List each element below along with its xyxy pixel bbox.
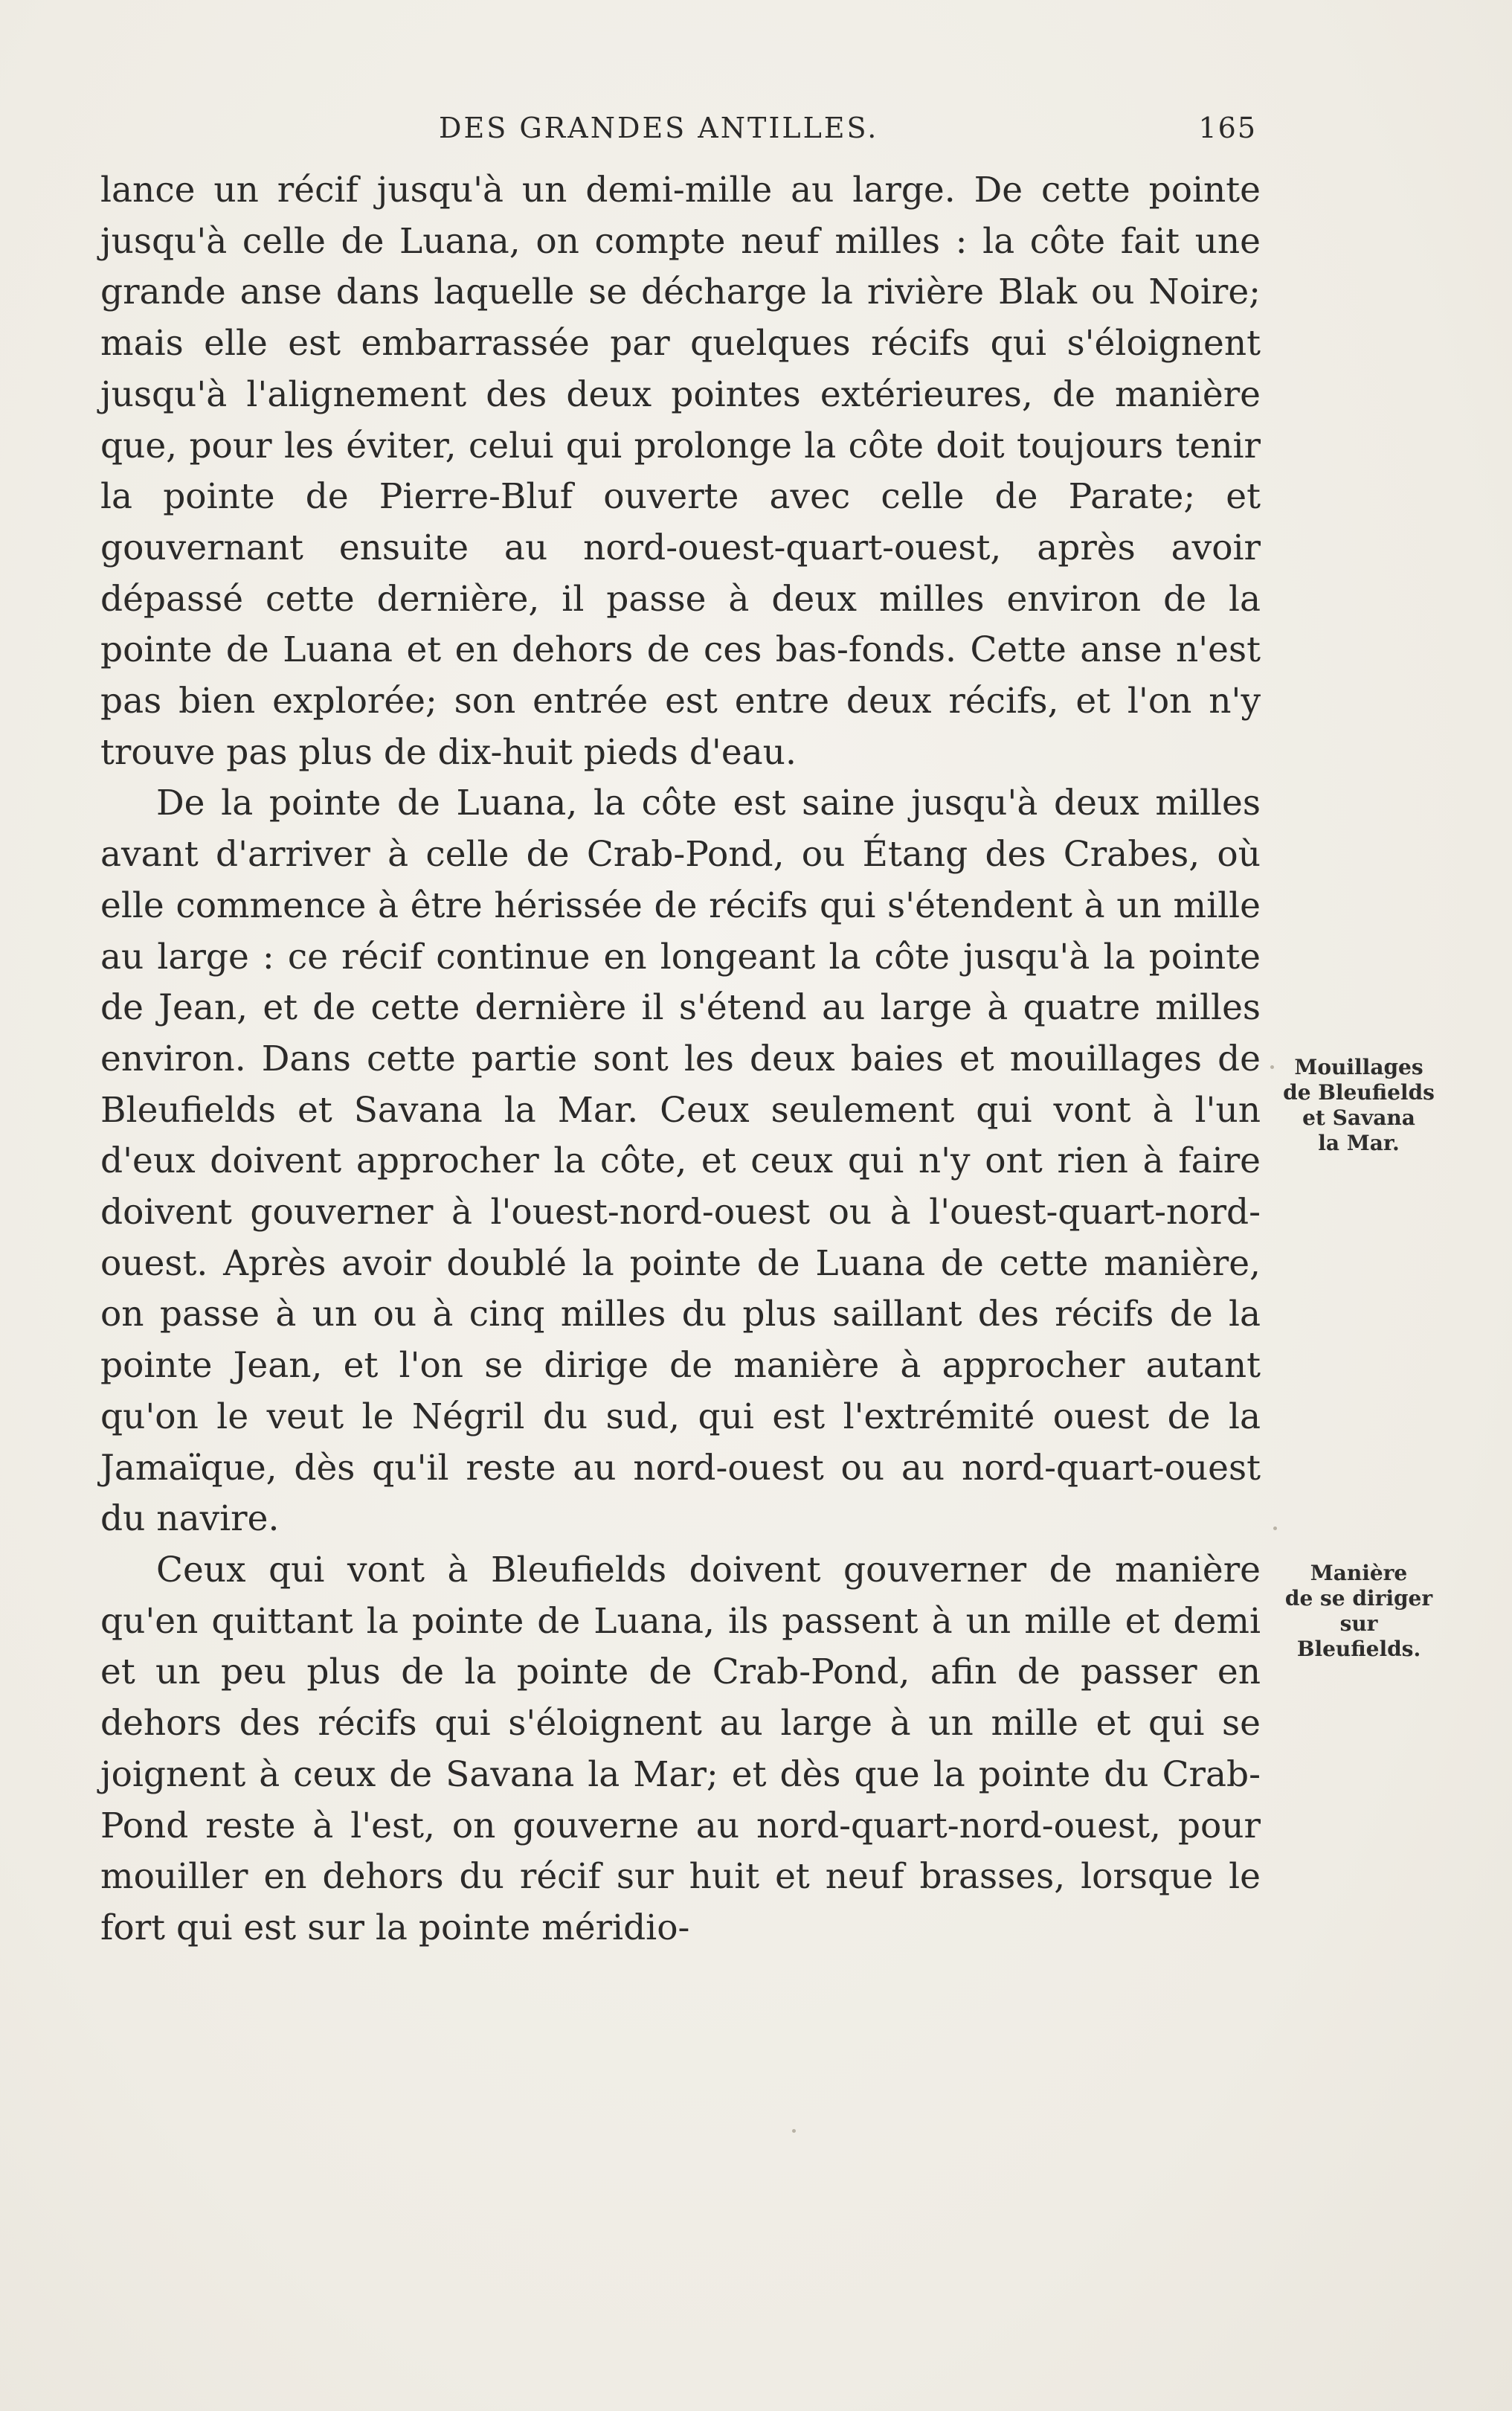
paper-speck	[1273, 1526, 1277, 1530]
body-text	[100, 165, 1261, 1954]
margin-note-line: sur	[1339, 1611, 1378, 1636]
margin-note-line: de se diriger	[1284, 1586, 1433, 1611]
margin-note-line: et Savana	[1302, 1105, 1415, 1130]
margin-note-mouillages	[1273, 1055, 1444, 1156]
running-head	[439, 112, 1257, 149]
page-number: 165	[1198, 112, 1257, 144]
margin-note-maniere	[1273, 1561, 1444, 1662]
paragraph-1: lance un récif jusqu'à un demi-mille au large. De cette pointe jusqu'à celle de Luana, on compte neuf milles : la côte fait une grande anse dans laquelle se décharge la rivière Blak ou Noire; mais elle est embarrassée par quelques récifs qui s'éloignent jusqu'à l'alignement des deux pointes extérieures, de manière que, pour les éviter, celui qui prolonge la côte doit toujours tenir la pointe de Pierre-Bluf ouverte avec celle de Parate; et gouvernant ensuite au nord-ouest-quart-ouest, après avoir dépassé cette dernière, il passe à deux milles environ de la pointe de Luana et en dehors de ces bas-fonds. Cette anse n'est pas bien explorée; son entrée est entre deux récifs, et l'on n'y trouve pas plus de dix-huit pieds d'eau.	[100, 170, 1261, 773]
paper-speck	[1270, 1065, 1274, 1069]
paragraph-2: De la pointe de Luana, la côte est saine jusqu'à deux milles avant d'arriver à celle de Crab-Pond, ou Étang des Crabes, où elle commence à être hérissée de récifs qui s'étendent à un mille au large : ce récif continue en longeant la côte jusqu'à la pointe de Jean, et de cette dernière il s'étend au large à quatre milles environ. Dans cette partie sont les deux baies et mouillages de Bleufields et Savana la Mar. Ceux seulement qui vont à l'un d'eux doivent approcher la côte, et ceux qui n'y ont rien à faire doivent gouverner à l'ouest-nord-ouest ou à l'ouest-quart-nord-ouest. Après avoir doublé la pointe de Luana de cette manière, on passe à un ou à cinq milles du plus saillant des récifs de la pointe Jean, et l'on se dirige de manière à approcher autant qu'on le veut le Négril du sud, qui est l'extrémité ouest de la Jamaïque, dès qu'il reste au nord-ouest ou au nord-quart-ouest du navire.	[100, 783, 1261, 1540]
margin-note-line: Mouillages	[1294, 1055, 1423, 1079]
paper-speck	[792, 2129, 796, 2133]
running-head-title: DES GRANDES ANTILLES.	[439, 112, 879, 144]
paragraph-3: Ceux qui vont à Bleufields doivent gouverner de manière qu'en quittant la pointe de Luana, ils passent à un mille et demi et un peu plus de la pointe de Crab-Pond, afin de passer en dehors des récifs qui s'éloignent au large à un mille et qui se joignent à ceux de Savana la Mar; et dès que la pointe du Crab-Pond reste à l'est, on gouverne au nord-quart-nord-ouest, pour mouiller en dehors du récif sur huit et neuf brasses, lorsque le fort qui est sur la pointe méridio-	[100, 1549, 1261, 1948]
margin-note-line: la Mar.	[1318, 1131, 1400, 1155]
margin-note-line: Manière	[1310, 1561, 1408, 1585]
margin-note-line: de Bleufields	[1283, 1080, 1435, 1105]
margin-note-line: Bleufields.	[1296, 1637, 1421, 1661]
